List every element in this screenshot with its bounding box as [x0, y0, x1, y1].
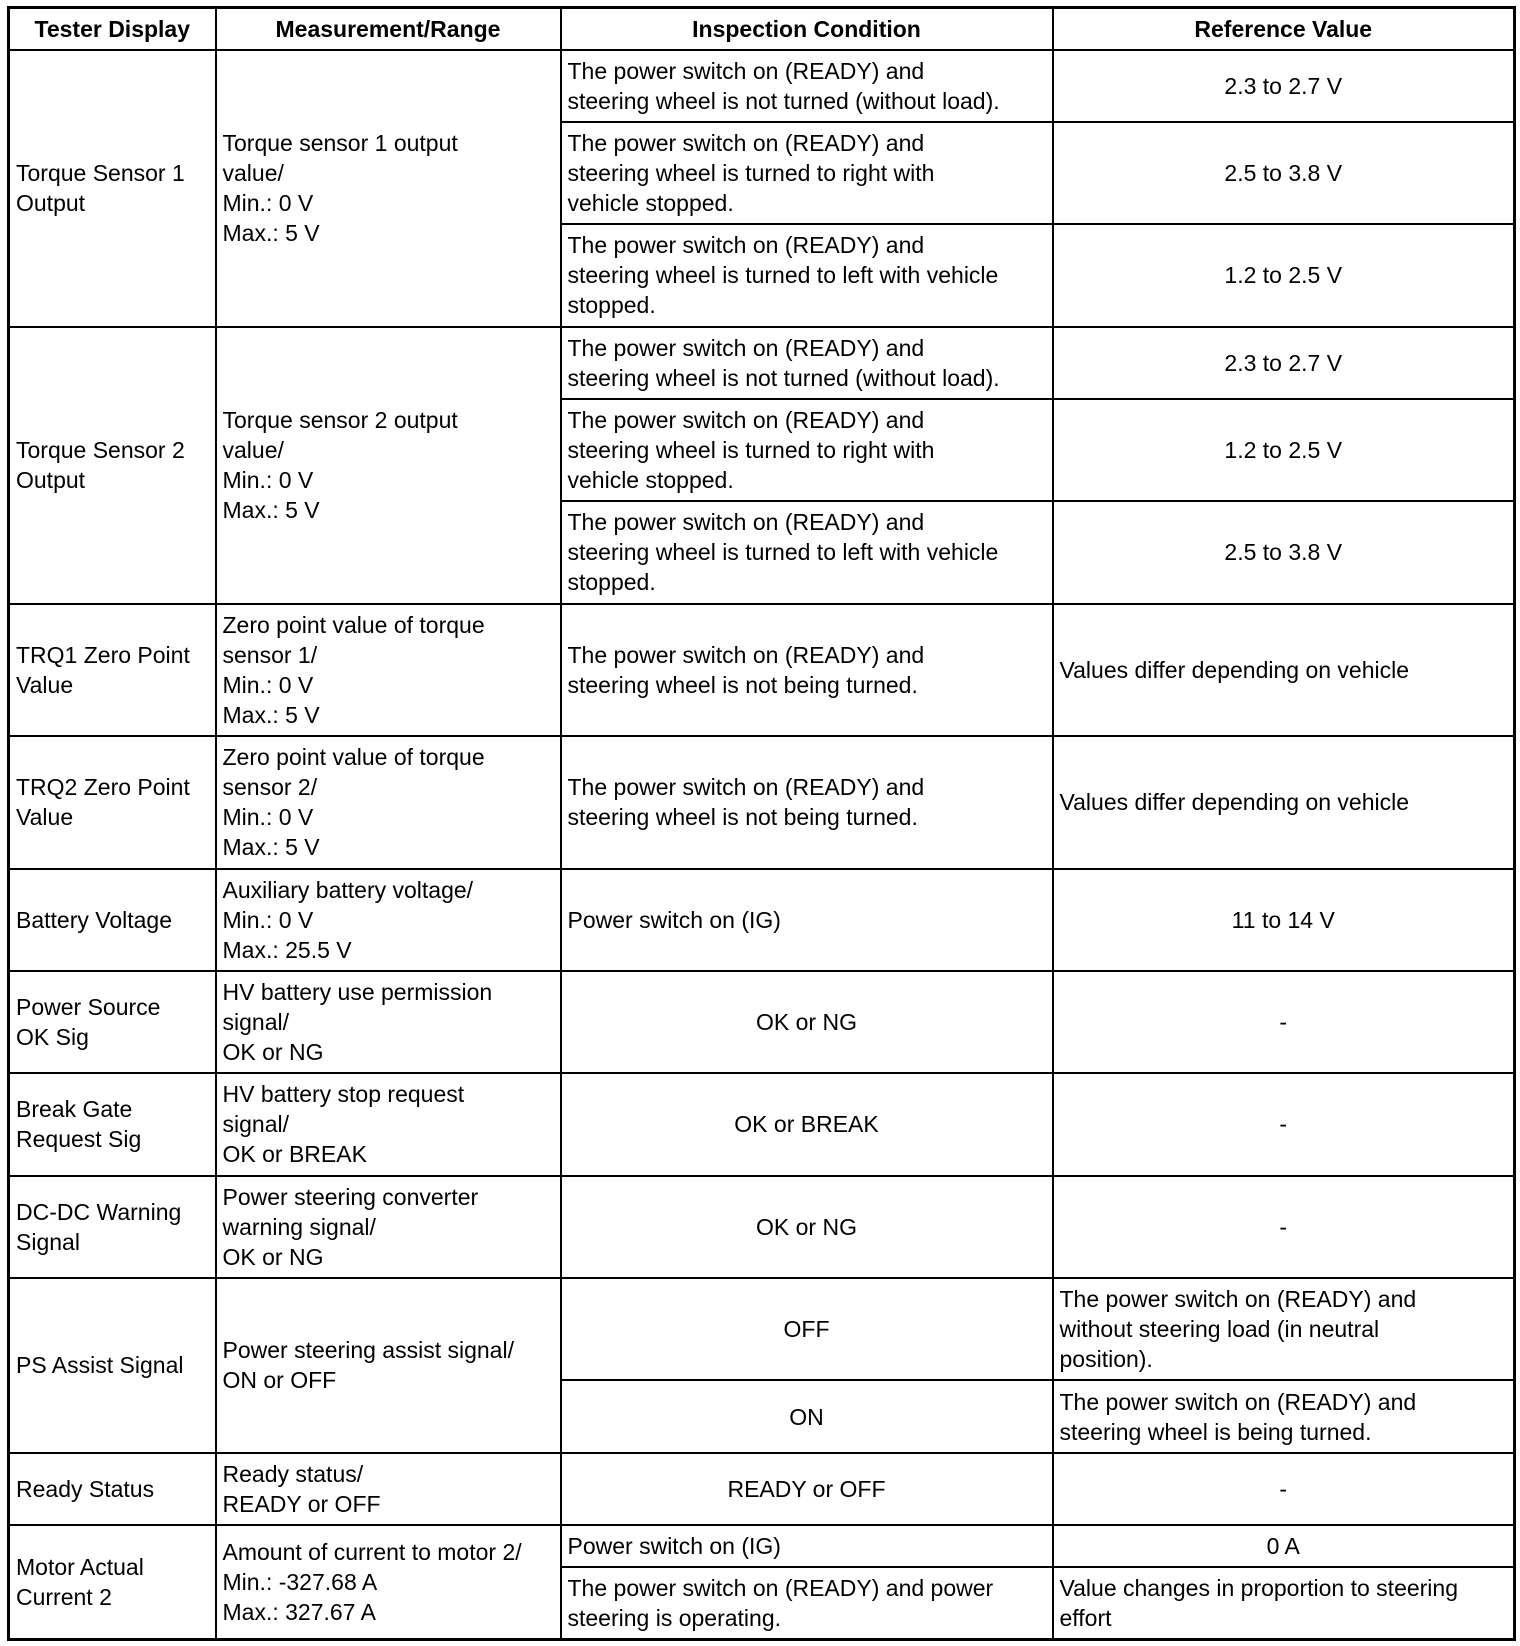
condition-cell: OFF	[561, 1278, 1053, 1380]
table-row	[9, 1278, 1515, 1380]
reference-cell: 2.5 to 3.8 V	[1053, 501, 1515, 603]
reference-cell: The power switch on (READY) and steering wheel is being turned.	[1053, 1380, 1515, 1452]
header-row	[9, 8, 1515, 50]
condition-cell: OK or BREAK	[561, 1073, 1053, 1175]
condition-cell: The power switch on (READY) and steering wheel is turned to left with vehicle stopped.	[561, 224, 1053, 326]
table-row	[9, 327, 1515, 399]
table-row	[9, 1073, 1515, 1175]
condition-cell: ON	[561, 1380, 1053, 1452]
reference-cell: -	[1053, 1073, 1515, 1175]
reference-cell: 0 A	[1053, 1525, 1515, 1567]
tester-display-cell: Torque Sensor 1 Output	[9, 50, 216, 327]
tester-display-cell: Torque Sensor 2 Output	[9, 327, 216, 604]
measurement-cell: Ready status/ READY or OFF	[216, 1453, 561, 1525]
measurement-cell: Amount of current to motor 2/ Min.: -327.68 A Max.: 327.67 A	[216, 1525, 561, 1640]
tester-display-cell: Break Gate Request Sig	[9, 1073, 216, 1175]
table-row	[9, 604, 1515, 737]
condition-cell: READY or OFF	[561, 1453, 1053, 1525]
reference-cell: -	[1053, 971, 1515, 1073]
condition-cell: The power switch on (READY) and steering wheel is not turned (without load).	[561, 327, 1053, 399]
table-row	[9, 736, 1515, 869]
tester-display-cell: TRQ2 Zero Point Value	[9, 736, 216, 869]
reference-cell: 2.3 to 2.7 V	[1053, 50, 1515, 122]
data-list-table	[7, 6, 1516, 1641]
reference-cell: -	[1053, 1176, 1515, 1278]
reference-cell: 11 to 14 V	[1053, 869, 1515, 971]
measurement-cell: Auxiliary battery voltage/ Min.: 0 V Max.: 25.5 V	[216, 869, 561, 971]
header-tester-display: Tester Display	[9, 8, 216, 50]
table-row	[9, 1176, 1515, 1278]
tester-display-cell: Battery Voltage	[9, 869, 216, 971]
measurement-cell: Torque sensor 1 output value/ Min.: 0 V Max.: 5 V	[216, 50, 561, 327]
condition-cell: The power switch on (READY) and steering wheel is not being turned.	[561, 736, 1053, 869]
condition-cell: Power switch on (IG)	[561, 869, 1053, 971]
table-row	[9, 1453, 1515, 1525]
reference-cell: -	[1053, 1453, 1515, 1525]
reference-cell: 1.2 to 2.5 V	[1053, 224, 1515, 326]
condition-cell: The power switch on (READY) and steering wheel is turned to left with vehicle stopped.	[561, 501, 1053, 603]
reference-cell: Value changes in proportion to steering effort	[1053, 1567, 1515, 1639]
header-reference-value: Reference Value	[1053, 8, 1515, 50]
condition-cell: OK or NG	[561, 1176, 1053, 1278]
measurement-cell: HV battery use permission signal/ OK or NG	[216, 971, 561, 1073]
tester-display-cell: TRQ1 Zero Point Value	[9, 604, 216, 737]
tester-display-cell: Motor Actual Current 2	[9, 1525, 216, 1640]
measurement-cell: Power steering assist signal/ ON or OFF	[216, 1278, 561, 1453]
measurement-cell: Power steering converter warning signal/ OK or NG	[216, 1176, 561, 1278]
reference-cell: 2.5 to 3.8 V	[1053, 122, 1515, 224]
reference-cell: The power switch on (READY) and without steering load (in neutral position).	[1053, 1278, 1515, 1380]
table-row	[9, 1525, 1515, 1567]
condition-cell: OK or NG	[561, 971, 1053, 1073]
condition-cell: The power switch on (READY) and steering wheel is turned to right with vehicle stopped.	[561, 399, 1053, 501]
table-row	[9, 50, 1515, 122]
condition-cell: The power switch on (READY) and steering wheel is turned to right with vehicle stopped.	[561, 122, 1053, 224]
condition-cell: The power switch on (READY) and steering wheel is not turned (without load).	[561, 50, 1053, 122]
measurement-cell: Torque sensor 2 output value/ Min.: 0 V Max.: 5 V	[216, 327, 561, 604]
reference-cell: Values differ depending on vehicle	[1053, 736, 1515, 869]
measurement-cell: Zero point value of torque sensor 1/ Min.: 0 V Max.: 5 V	[216, 604, 561, 737]
table-row	[9, 971, 1515, 1073]
tester-display-cell: PS Assist Signal	[9, 1278, 216, 1453]
reference-cell: Values differ depending on vehicle	[1053, 604, 1515, 737]
reference-cell: 1.2 to 2.5 V	[1053, 399, 1515, 501]
header-measurement-range: Measurement/Range	[216, 8, 561, 50]
table-row	[9, 869, 1515, 971]
condition-cell: The power switch on (READY) and steering wheel is not being turned.	[561, 604, 1053, 737]
tester-display-cell: DC-DC Warning Signal	[9, 1176, 216, 1278]
condition-cell: The power switch on (READY) and power steering is operating.	[561, 1567, 1053, 1639]
header-inspection-condition: Inspection Condition	[561, 8, 1053, 50]
condition-cell: Power switch on (IG)	[561, 1525, 1053, 1567]
measurement-cell: HV battery stop request signal/ OK or BREAK	[216, 1073, 561, 1175]
reference-cell: 2.3 to 2.7 V	[1053, 327, 1515, 399]
tester-display-cell: Ready Status	[9, 1453, 216, 1525]
tester-display-cell: Power Source OK Sig	[9, 971, 216, 1073]
measurement-cell: Zero point value of torque sensor 2/ Min.: 0 V Max.: 5 V	[216, 736, 561, 869]
